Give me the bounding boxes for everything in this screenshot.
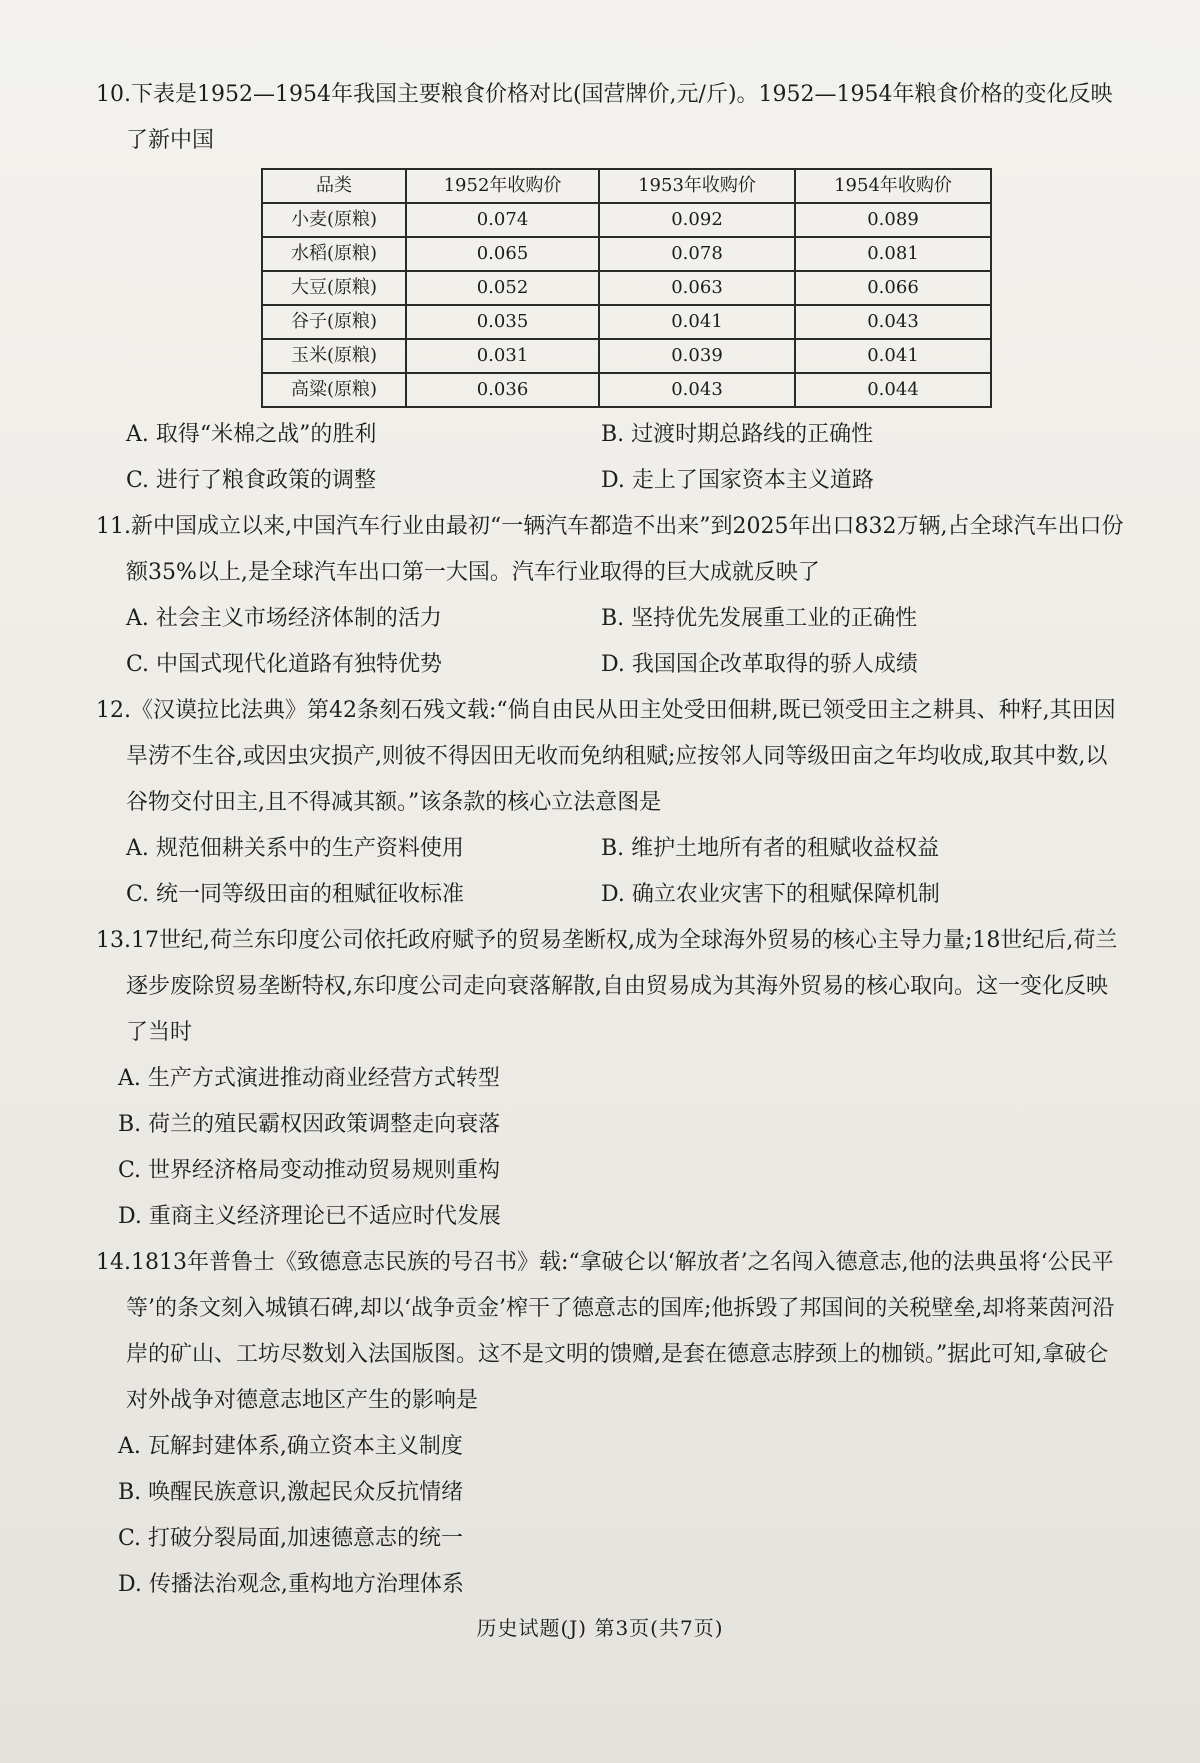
table-cell: 0.044 xyxy=(795,373,991,407)
table-row xyxy=(262,305,991,339)
option-b: B. 过渡时期总路线的正确性 xyxy=(601,422,874,447)
option-c: C. 打破分裂局面,加速德意志的统一 xyxy=(118,1526,464,1551)
question-11 xyxy=(96,504,1126,688)
table-cell: 0.066 xyxy=(795,271,991,305)
option-a: A. 规范佃耕关系中的生产资料使用 xyxy=(126,836,464,861)
option-c: C. 世界经济格局变动推动贸易规则重构 xyxy=(118,1158,501,1183)
table-cell: 玉米(原粮) xyxy=(262,339,406,373)
table-header: 1954年收购价 xyxy=(795,169,991,203)
option-d: D. 确立农业灾害下的租赋保障机制 xyxy=(601,882,940,907)
question-area xyxy=(96,72,1126,1608)
table-row xyxy=(262,339,991,373)
table-header: 1953年收购价 xyxy=(599,169,795,203)
table-cell: 0.074 xyxy=(406,203,599,237)
table-row xyxy=(262,373,991,407)
table-cell: 0.041 xyxy=(795,339,991,373)
table-cell: 0.036 xyxy=(406,373,599,407)
question-10-options xyxy=(96,412,1126,504)
table-cell: 0.039 xyxy=(599,339,795,373)
option-a: A. 生产方式演进推动商业经营方式转型 xyxy=(118,1066,500,1091)
table-cell: 0.041 xyxy=(599,305,795,339)
table-cell: 水稻(原粮) xyxy=(262,237,406,271)
option-d: D. 我国国企改革取得的骄人成绩 xyxy=(601,652,918,677)
option-d: D. 重商主义经济理论已不适应时代发展 xyxy=(118,1204,501,1229)
question-12 xyxy=(96,688,1126,918)
table-cell: 0.081 xyxy=(795,237,991,271)
option-a: A. 取得“米棉之战”的胜利 xyxy=(126,422,377,447)
option-b: B. 维护土地所有者的租赋收益权益 xyxy=(601,836,940,861)
table-row xyxy=(262,271,991,305)
option-d: D. 走上了国家资本主义道路 xyxy=(601,468,874,493)
option-c: C. 中国式现代化道路有独特优势 xyxy=(126,652,443,677)
table-row xyxy=(262,237,991,271)
question-10 xyxy=(96,72,1126,504)
question-14-stem: 14.1813年普鲁士《致德意志民族的号召书》载:“拿破仑以‘解放者’之名闯入德意志,他的法典虽将‘公民平等’的条文刻入城镇石碑,却以‘战争贡金’榨干了德意志的国库;他拆毁了邦国间的关税壁垒,却将莱茵河沿岸的矿山、工坊尽数划入法国版图。这不是文明的馈赠,是套在德意志脖颈上的枷锁。”据此可知,拿破仑对外战争对德意志地区产生的影响是 xyxy=(96,1250,1115,1413)
table-cell: 0.063 xyxy=(599,271,795,305)
table-header-row xyxy=(262,169,991,203)
question-12-stem: 12.《汉谟拉比法典》第42条刻石残文载:“倘自由民从田主处受田佃耕,既已领受田主之耕具、种籽,其田因旱涝不生谷,或因虫灾损产,则彼不得因田无收而免纳租赋;应按邻人同等级田亩之年均收成,取其中数,以谷物交付田主,且不得减其额。”该条款的核心立法意图是 xyxy=(96,698,1116,815)
table-cell: 高粱(原粮) xyxy=(262,373,406,407)
question-13 xyxy=(96,918,1126,1240)
table-row xyxy=(262,203,991,237)
question-13-stem: 13.17世纪,荷兰东印度公司依托政府赋予的贸易垄断权,成为全球海外贸易的核心主导力量;18世纪后,荷兰逐步废除贸易垄断特权,东印度公司走向衰落解散,自由贸易成为其海外贸易的核心取向。这一变化反映了当时 xyxy=(96,928,1118,1045)
table-cell: 大豆(原粮) xyxy=(262,271,406,305)
table-cell: 0.043 xyxy=(599,373,795,407)
question-11-stem: 11.新中国成立以来,中国汽车行业由最初“一辆汽车都造不出来”到2025年出口832万辆,占全球汽车出口份额35%以上,是全球汽车出口第一大国。汽车行业取得的巨大成就反映了 xyxy=(96,514,1124,585)
table-cell: 小麦(原粮) xyxy=(262,203,406,237)
page-footer: 历史试题(J) 第3页(共7页) xyxy=(476,1616,724,1640)
option-b: B. 坚持优先发展重工业的正确性 xyxy=(601,606,918,631)
table-cell: 0.031 xyxy=(406,339,599,373)
option-d: D. 传播法治观念,重构地方治理体系 xyxy=(118,1572,464,1597)
question-14 xyxy=(96,1240,1126,1608)
question-11-options xyxy=(96,596,1126,688)
table-cell: 0.043 xyxy=(795,305,991,339)
option-a: A. 瓦解封建体系,确立资本主义制度 xyxy=(118,1434,463,1459)
question-13-options xyxy=(96,1056,1126,1240)
option-b: B. 荷兰的殖民霸权因政策调整走向衰落 xyxy=(118,1112,501,1137)
table-cell: 0.078 xyxy=(599,237,795,271)
question-12-options xyxy=(96,826,1126,918)
question-10-stem: 10.下表是1952—1954年我国主要粮食价格对比(国营牌价,元/斤)。1952—1954年粮食价格的变化反映了新中国 xyxy=(96,82,1113,153)
option-c: C. 进行了粮食政策的调整 xyxy=(126,468,377,493)
table-cell: 0.089 xyxy=(795,203,991,237)
table-cell: 0.065 xyxy=(406,237,599,271)
table-cell: 0.035 xyxy=(406,305,599,339)
table-header: 品类 xyxy=(262,169,406,203)
table-cell: 0.052 xyxy=(406,271,599,305)
question-14-options xyxy=(96,1424,1126,1608)
table-cell: 0.092 xyxy=(599,203,795,237)
option-a: A. 社会主义市场经济体制的活力 xyxy=(126,606,442,631)
table-header: 1952年收购价 xyxy=(406,169,599,203)
option-c: C. 统一同等级田亩的租赋征收标准 xyxy=(126,882,465,907)
table-cell: 谷子(原粮) xyxy=(262,305,406,339)
grain-price-table xyxy=(261,168,992,408)
option-b: B. 唤醒民族意识,激起民众反抗情绪 xyxy=(118,1480,464,1505)
